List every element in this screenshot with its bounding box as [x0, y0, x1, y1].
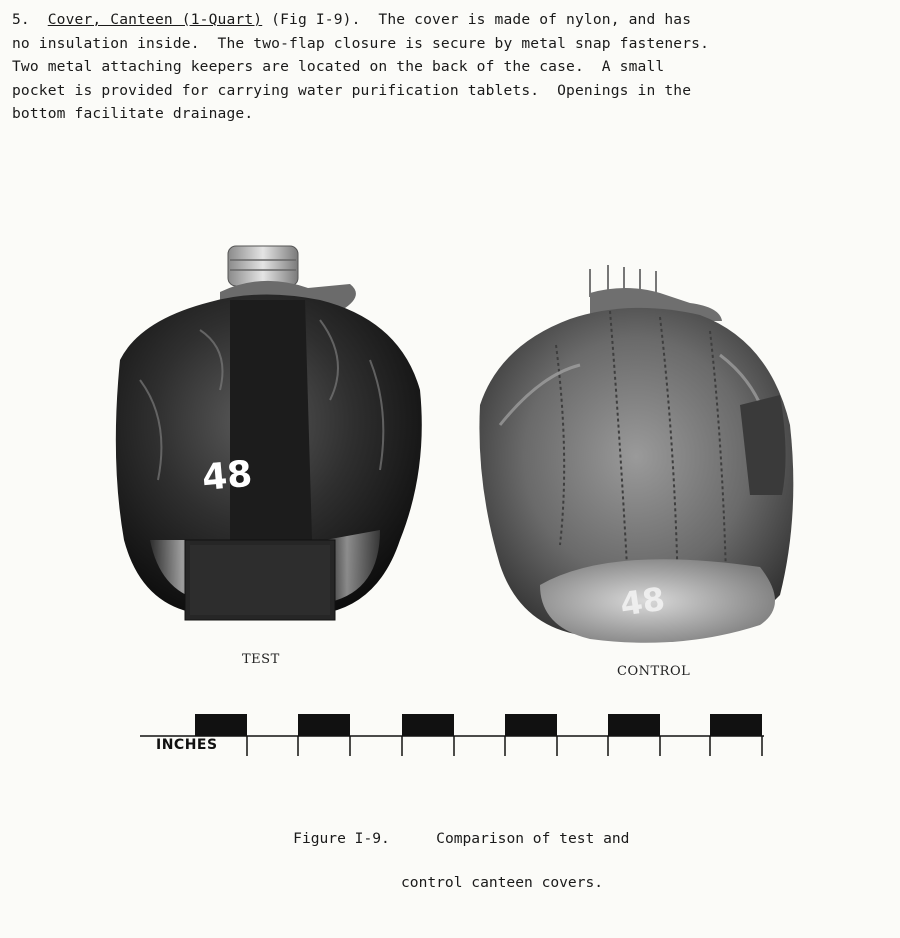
test-canteen-photo — [80, 240, 440, 650]
scale-ticks — [247, 736, 762, 756]
inch-scale-bar — [140, 710, 780, 760]
scale-label: INCHES — [156, 737, 218, 753]
test-marking: 48 — [200, 453, 254, 499]
paragraph-line-4: pocket is provided for carrying water purification tablets. Openings in the — [12, 81, 692, 99]
control-label: CONTROL — [617, 664, 691, 679]
paragraph-line-2: no insulation inside. The two-flap closure is secure by metal snap fasteners. — [12, 34, 710, 52]
paragraph-line-1 — [12, 8, 892, 32]
figure-number: Figure I-9. — [293, 830, 390, 847]
control-marking: 48 — [617, 579, 668, 624]
scale-blocks — [195, 714, 762, 736]
paragraph-line-3: Two metal attaching keepers are located on the back of the case. A small — [12, 58, 665, 75]
control-canteen-photo — [460, 255, 810, 655]
caption-line-1: Comparison of test and — [436, 830, 630, 847]
paragraph-number: 5. — [12, 11, 30, 28]
figure-caption — [258, 806, 629, 938]
caption-line-2: control canteen covers. — [401, 874, 604, 891]
paragraph-line-5: bottom facilitate drainage. — [12, 105, 254, 122]
paragraph-line-1-text: (Fig I-9). The cover is made of nylon, and has — [262, 11, 692, 28]
test-label: TEST — [242, 652, 280, 667]
paragraph-heading: Cover, Canteen (1-Quart) — [47, 11, 263, 28]
paragraph-5 — [12, 8, 892, 126]
